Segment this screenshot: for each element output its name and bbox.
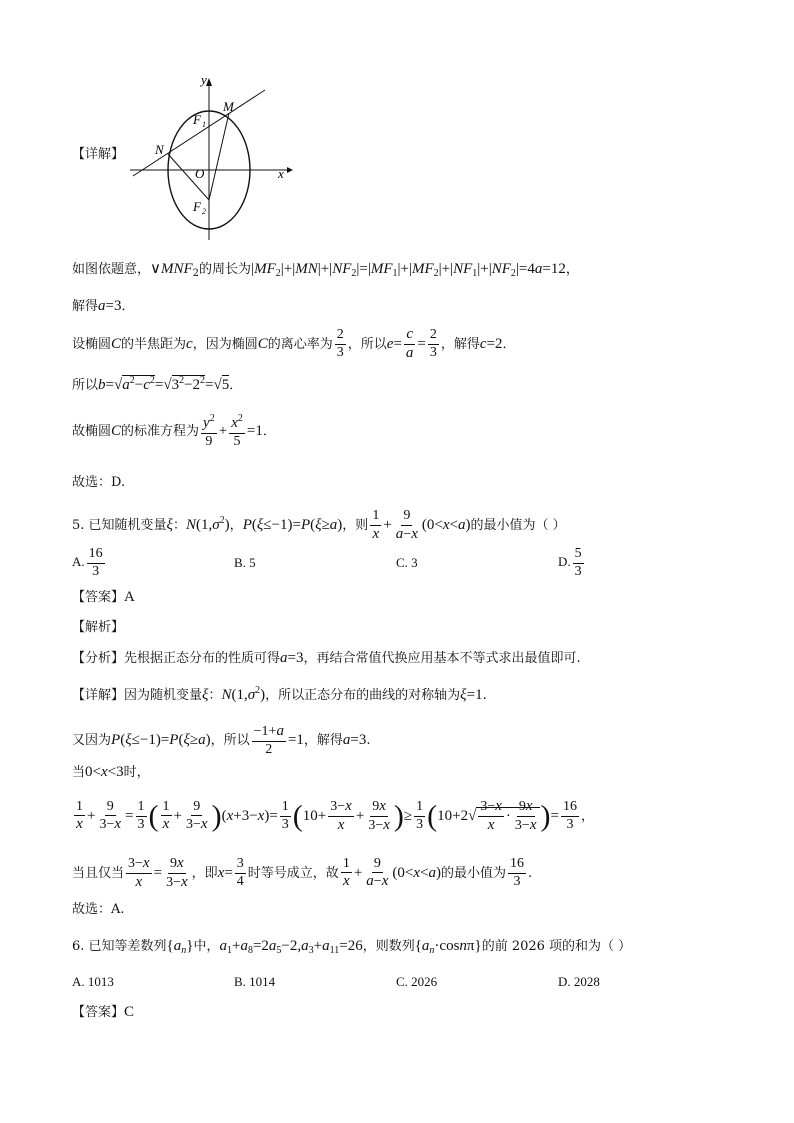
q5-solve-a: 又因为P(ξ≤−1)=P(ξ≥a)，所以 $\frac{-1+a}{2}$ =1，解得a=3. [72,723,371,757]
q5-analysis: 【分析】先根据正态分布的性质可得a=3，再结合常值代换应用基本不等式求出最值即可. [72,650,581,666]
q6-stem: 6. 已知等差数列$\{a_n\}$中，$a_1+a_8=2a_5-2,a_3+a_{11}=26$，则数列$\{a_n\cdot\cos n\pi\}$的前 2026 项的和为（ ） [72,938,632,956]
q4-b-line: 所以$b=√a^2-c^2=√3^2-2^2=√5$． [72,375,243,393]
q6-option-d: D. 2028 [558,974,600,989]
fig-x-label: x [278,166,284,181]
q6-option-a: A. 1013 [72,974,114,989]
q4-choice: 故选：D. [72,475,126,490]
q4-eccentricity-line: 设椭圆C的半焦距为c，因为椭圆C的离心率为 $\frac{2}{3}$ ，所以e= $\frac{c}{a}$ = $\frac{2}{3}$ ，解得c=2． [72,326,516,361]
q6-answer: 【答案】C [72,1004,135,1020]
ellipse-figure [125,70,295,242]
q5-answer: 【答案】A [72,589,135,605]
detail-label: 【详解】 [72,147,125,162]
q5-inequality: $\frac{1}{x}$ + $\frac{9}{3-x}$ = $\frac{1}{3}$ ( $\frac{1}{x}$ + $\frac{9}{3-x}$ )(x+3−x)= $\frac{1}{3}$ (10+ $\frac{3-x}{x}$ + $\frac{9x}{3-x}$ )≥ $\frac{1}{3}$ (10+2√ $\frac{3-x}{x}$ · $\frac{9x}{3-x}$ )= $\frac{16}{3}$ ， [76,798,594,833]
q5-option-a: A. $\frac{16}{3}$ [72,546,103,579]
q5-option-d: D. $\frac{5}{3}$ [558,546,582,579]
q6-option-b: B. 1014 [234,974,276,989]
q5-option-b: B. 5 [234,555,256,570]
fig-f1-sub: 1 [202,120,206,129]
fig-f1-label: F [193,112,201,127]
q5-option-c: C. 3 [396,555,418,570]
q5-detail: 【详解】因为随机变量ξ：$N(1,\sigma^2)$，所以正态分布的曲线的对称轴为ξ=1. [72,685,487,703]
fig-f2-label: F [193,199,201,214]
q4-perimeter-line: 如图依题意，$\vee MNF_2$的周长为$|MF_2|+|MN|+|NF_2|=|MF_1|+|MF_2|+|NF_1|+|NF_2|=4a=12$， [72,261,579,279]
fig-y-label: y [201,72,207,87]
q4-equation-line: 故椭圆C的标准方程为 $\frac{y^2}{9}$ + $\frac{x^2}{5}$ =1． [72,413,276,449]
fig-m-label: M [223,99,234,114]
q6-option-c: C. 2026 [396,974,438,989]
fig-f2-sub: 2 [202,207,206,216]
fig-n-label: N [155,142,164,157]
q5-equality: 当且仅当 $\frac{3-x}{x}$ = $\frac{9x}{3-x}$ ，即x= $\frac{3}{4}$ 时等号成立，故 $\frac{1}{x}$ + $\frac{9}{a-x}$ (0<x<a)的最小值为 $\frac{16}{3}$ . [72,855,533,890]
q5-stem: 5. 已知随机变量ξ：$N(1,\sigma^2)$，P(ξ≤−1)=P(ξ≥a)，则 $\frac{1}{x}$ + $\frac{9}{a-x}$ (0<x<a)的最小值为（ ） [72,508,566,542]
fig-o-label: O [195,166,205,181]
q5-range: 当0<x<3时， [72,764,150,780]
q5-jiexi-label: 【解析】 [72,620,125,635]
q5-choice: 故选：A. [72,902,125,917]
q4-solve-a: 解得a=3． [72,298,135,314]
